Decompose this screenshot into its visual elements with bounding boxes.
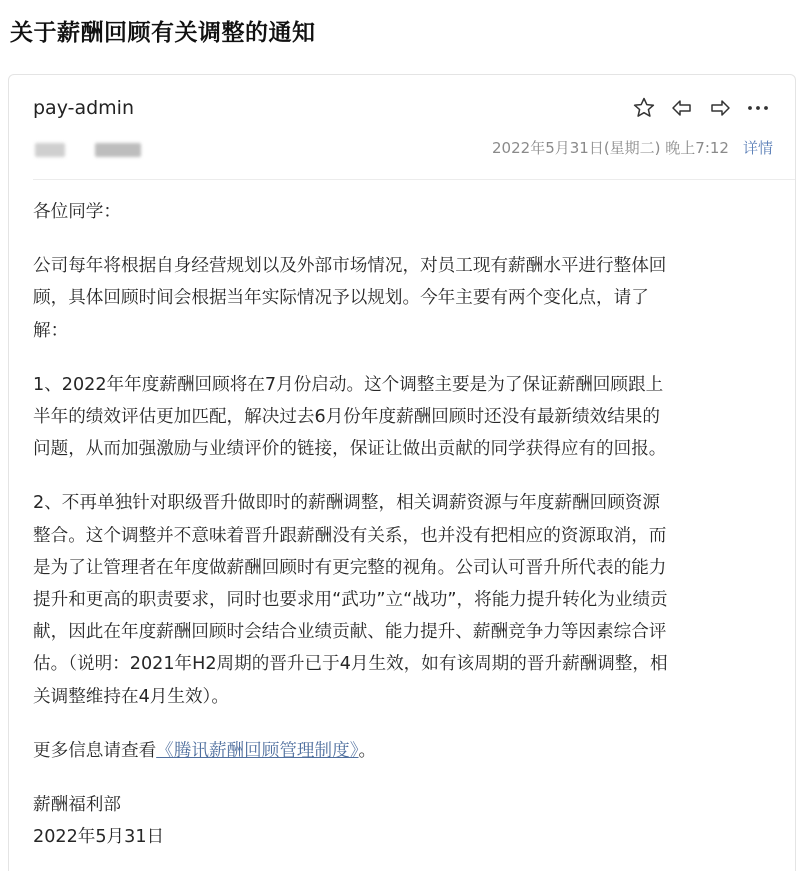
email-card [8,74,796,871]
text-line: 提升和更高的职责要求，同时也要求用“武功”立“战功”，将能力提升转化为业绩贡 [33,590,668,611]
policy-link[interactable]: 《腾讯薪酬回顾管理制度》 [156,740,359,761]
greeting: 各位同学： [33,202,121,222]
reply-icon[interactable] [669,95,695,121]
more-info-suffix: 。 [358,740,377,761]
text-line: 1、2022年年度薪酬回顾将在7月份启动。这个调整主要是为了保证薪酬回顾跟上 [33,374,664,395]
star-icon[interactable] [631,95,657,121]
text-line: 是为了让管理者在年度做薪酬回顾时有更完整的视角。公司认可晋升所代表的能力 [33,557,667,578]
header-divider [33,179,795,180]
text-line: 公司每年将根据自身经营规划以及外部市场情况，对员工现有薪酬水平进行整体回 [33,256,667,277]
more-info-line [33,735,783,767]
text-line: 估。（说明：2021年H2周期的晋升已于4月生效，如有该周期的晋升薪酬调整，相 [33,654,668,675]
email-subject: 关于薪酬回顾有关调整的通知 [10,20,316,46]
signature-department: 薪酬福利部 [33,795,121,816]
point-one-paragraph [33,369,783,466]
text-line: 献，因此在年度薪酬回顾时会结合业绩贡献、能力提升、薪酬竞争力等因素综合评 [33,622,667,643]
signature-block [33,789,783,853]
text-line: 顾，具体回顾时间会根据当年实际情况予以规划。今年主要有两个变化点，请了 [33,288,649,309]
email-datetime: 2022年5月31日(星期二) 晚上7:12 [492,139,729,157]
more-icon[interactable] [745,95,771,121]
text-line: 关调整维持在4月生效）。 [33,686,229,707]
email-meta [492,137,773,158]
text-line: 解： [33,320,69,341]
text-line: 整合。这个调整并不意味着晋升跟薪酬没有关系，也并没有把相应的资源取消，而 [33,525,667,546]
forward-icon[interactable] [707,95,733,121]
email-actions [619,95,771,121]
recipients-redacted [35,141,141,159]
text-line: 2、不再单独针对职级晋升做即时的薪酬调整，相关调薪资源与年度薪酬回顾资源 [33,493,660,514]
intro-paragraph [33,250,783,347]
more-info-prefix: 更多信息请查看 [33,740,157,761]
text-line: 问题，从而加强激励与业绩评价的链接，保证让做出贡献的同学获得应有的回报。 [33,439,667,460]
text-line: 半年的绩效评估更加匹配，解决过去6月份年度薪酬回顾时还没有最新绩效结果的 [33,407,660,428]
details-link[interactable]: 详情 [742,139,773,157]
redacted-recipient [95,143,141,157]
signature-date: 2022年5月31日 [33,827,165,848]
point-two-paragraph [33,487,783,712]
email-body [33,196,783,853]
redacted-recipient [35,143,65,157]
sender-name[interactable]: pay-admin [33,97,135,119]
